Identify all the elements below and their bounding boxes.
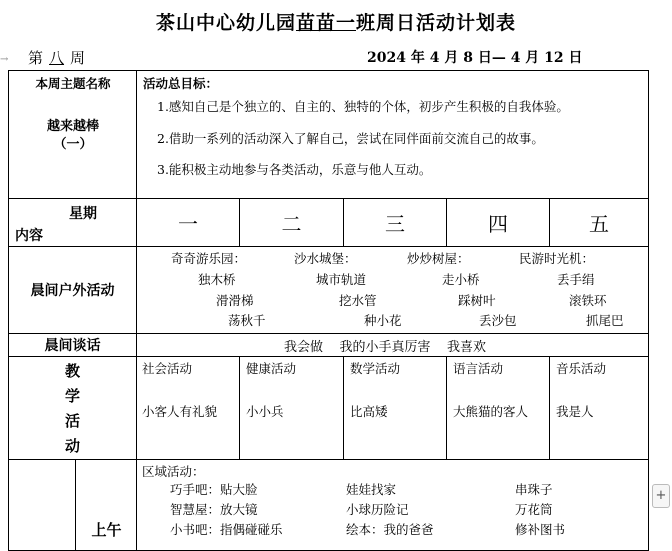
area-item: 智慧屋：放大镜 bbox=[170, 502, 258, 517]
teaching-cell-tue bbox=[240, 357, 344, 460]
area-item: 修补图书 bbox=[515, 522, 566, 537]
outdoor-activity: 城市轨道 bbox=[316, 272, 367, 287]
outdoor-cell bbox=[137, 247, 649, 334]
week-number: 八 bbox=[49, 49, 65, 67]
goal-item: 2.借助一系列的活动深入了解自己，尝试在同伴面前交流自己的故事。 bbox=[157, 131, 544, 146]
edge-arrow-icon: → bbox=[0, 54, 9, 65]
outdoor-activity: 挖水管 bbox=[339, 293, 377, 308]
outdoor-zone: 民游时光机： bbox=[519, 251, 595, 266]
weekly-plan-table bbox=[8, 70, 649, 551]
outdoor-activity: 踩树叶 bbox=[458, 293, 496, 308]
class-name: 苗苗一 bbox=[295, 12, 356, 34]
weekday-label: 星期 bbox=[69, 206, 97, 222]
theme-cell bbox=[9, 71, 137, 199]
theme-label: 本周主题名称 bbox=[35, 76, 111, 91]
outdoor-activity: 走小桥 bbox=[442, 272, 480, 287]
area-item: 串珠子 bbox=[515, 482, 553, 497]
day-tuesday: 二 bbox=[240, 199, 344, 247]
period-label: 上午 bbox=[91, 521, 122, 539]
outdoor-label: 晨间户外活动 bbox=[9, 247, 137, 334]
activity-type: 数学活动 bbox=[350, 361, 401, 376]
talk-cell bbox=[137, 334, 649, 357]
area-item: 小球历险记 bbox=[346, 502, 409, 517]
activity-name: 小小兵 bbox=[246, 404, 284, 419]
activity-type: 健康活动 bbox=[246, 361, 297, 376]
goals-title: 活动总目标： bbox=[143, 76, 219, 91]
teaching-cell-mon bbox=[137, 357, 240, 460]
teaching-label-char: 动 bbox=[64, 437, 80, 455]
talk-label: 晨间谈话 bbox=[9, 334, 137, 357]
outdoor-activity: 滑滑梯 bbox=[216, 293, 254, 308]
area-item: 绘本：我的爸爸 bbox=[346, 522, 434, 537]
date-range: 2024 年 4 月 8 日— 4 月 12 日 bbox=[367, 50, 583, 66]
title-suffix: 班周日活动计划表 bbox=[356, 12, 517, 34]
theme-part: （一） bbox=[53, 137, 93, 152]
area-item: 万花筒 bbox=[515, 502, 553, 517]
activity-type: 语言活动 bbox=[453, 361, 504, 376]
outdoor-activity: 荡秋千 bbox=[228, 313, 266, 328]
teaching-cell-thu bbox=[447, 357, 550, 460]
day-wednesday: 三 bbox=[344, 199, 447, 247]
content-label: 内容 bbox=[15, 228, 43, 244]
week-line bbox=[28, 47, 85, 68]
outdoor-activity: 丢手绢 bbox=[557, 272, 595, 287]
activity-type: 音乐活动 bbox=[556, 361, 607, 376]
area-left-cell bbox=[9, 460, 76, 551]
area-item: 巧手吧：贴大脸 bbox=[170, 482, 258, 497]
area-title: 区域活动： bbox=[142, 464, 205, 479]
outdoor-zone: 炒炒树屋： bbox=[407, 251, 470, 266]
day-friday: 五 bbox=[550, 199, 649, 247]
goal-item: 3.能积极主动地参与各类活动，乐意与他人互动。 bbox=[157, 162, 432, 177]
area-cell bbox=[137, 460, 649, 551]
area-item: 小书吧：指偶碰碰乐 bbox=[170, 522, 283, 537]
page-title bbox=[0, 8, 672, 35]
outdoor-zone: 奇奇游乐园： bbox=[171, 251, 247, 266]
activity-type: 社会活动 bbox=[142, 361, 193, 376]
teaching-label-char: 教 bbox=[64, 362, 80, 380]
day-monday: 一 bbox=[137, 199, 240, 247]
day-thursday: 四 bbox=[447, 199, 550, 247]
area-item: 娃娃找家 bbox=[346, 482, 397, 497]
talk-content: 我会做 我的小手真厉害 我喜欢 bbox=[284, 339, 487, 355]
theme-name: 越来越棒 bbox=[46, 119, 99, 134]
outdoor-zone: 沙水城堡： bbox=[294, 251, 357, 266]
outdoor-activity: 滚铁环 bbox=[569, 293, 607, 308]
outdoor-activity: 丢沙包 bbox=[479, 313, 517, 328]
goal-item: 1.感知自己是个独立的、自主的、独特的个体，初步产生积极的自我体验。 bbox=[157, 99, 569, 114]
outdoor-activity: 种小花 bbox=[364, 313, 402, 328]
week-prefix: 第 bbox=[28, 49, 44, 67]
teaching-cell-wed bbox=[344, 357, 447, 460]
school-name: 茶山中心幼儿园 bbox=[155, 12, 296, 34]
outdoor-activity: 抓尾巴 bbox=[586, 313, 624, 328]
add-icon[interactable]: + bbox=[652, 484, 670, 508]
teaching-label bbox=[9, 357, 137, 460]
goals-cell bbox=[137, 71, 649, 199]
outdoor-activity: 独木桥 bbox=[198, 272, 236, 287]
activity-name: 小客人有礼貌 bbox=[142, 404, 218, 419]
day-header-label bbox=[9, 199, 137, 247]
week-suffix: 周 bbox=[70, 49, 86, 67]
teaching-label-char: 学 bbox=[64, 387, 80, 405]
activity-name: 大熊猫的客人 bbox=[453, 404, 529, 419]
activity-name: 比高矮 bbox=[350, 404, 388, 419]
area-period-cell bbox=[76, 460, 137, 551]
teaching-cell-fri bbox=[550, 357, 649, 460]
teaching-label-char: 活 bbox=[64, 412, 80, 430]
activity-name: 我是人 bbox=[556, 404, 594, 419]
